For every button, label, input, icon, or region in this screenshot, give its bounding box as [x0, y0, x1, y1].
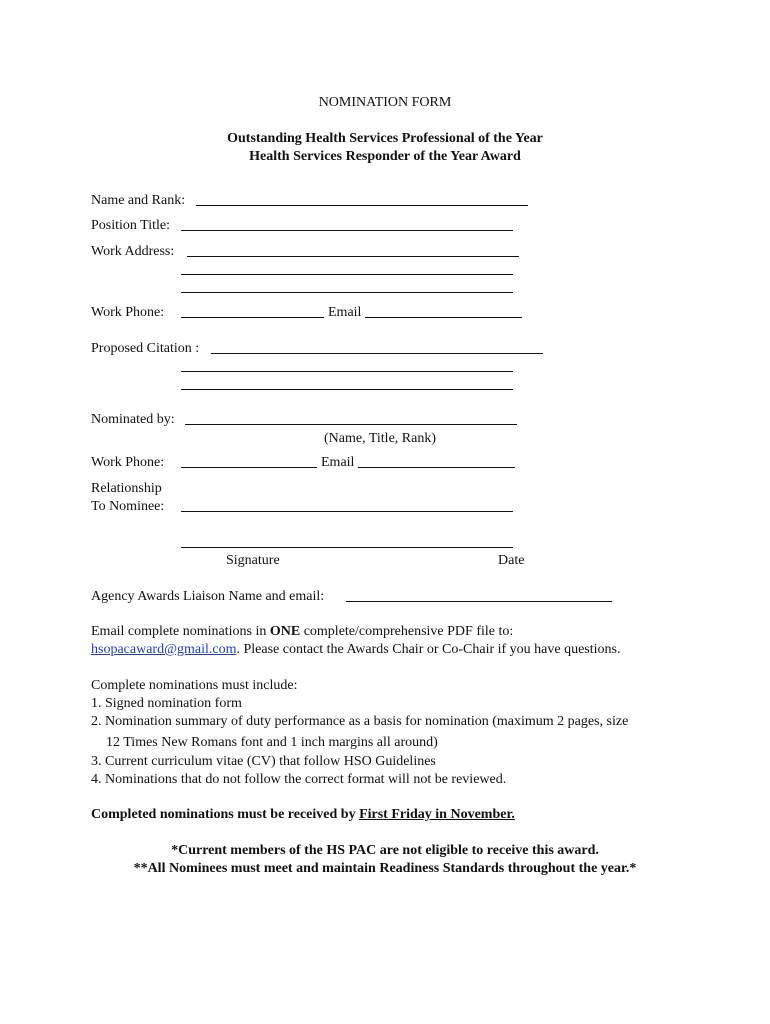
- position-title-label: Position Title:: [91, 218, 170, 233]
- work-address-field-1[interactable]: [187, 256, 519, 257]
- work-address-field-2[interactable]: [181, 274, 513, 275]
- position-title-field[interactable]: [181, 230, 513, 231]
- requirement-item-3: 3. Current curriculum vitae (CV) that follow HSO Guidelines: [91, 754, 436, 769]
- deadline-date: First Friday in November.: [359, 807, 515, 822]
- deadline-prefix: Completed nominations must be received by: [91, 807, 360, 822]
- relationship-label-2: To Nominee:: [91, 499, 165, 514]
- requirement-item-4: 4. Nominations that do not follow the correct format will not be reviewed.: [91, 772, 507, 787]
- submission-text-after: complete/comprehensive PDF file to:: [300, 624, 514, 639]
- nominator-email-label: Email: [321, 455, 355, 470]
- work-address-label: Work Address:: [91, 244, 175, 259]
- name-rank-field[interactable]: [196, 205, 528, 206]
- deadline-statement: [91, 806, 515, 824]
- nominator-email-field[interactable]: [358, 467, 515, 468]
- proposed-citation-field-2[interactable]: [181, 371, 513, 372]
- nominee-email-field[interactable]: [365, 317, 522, 318]
- liaison-label: Agency Awards Liaison Name and email:: [91, 589, 325, 604]
- requirement-item-2-line-1: 2. Nomination summary of duty performance as a basis for nomination (maximum 2 pages, size: [91, 714, 629, 729]
- requirement-item-1: 1. Signed nomination form: [91, 696, 242, 711]
- nominee-work-phone-label: Work Phone:: [91, 305, 165, 320]
- submission-contact-line: [91, 641, 620, 659]
- proposed-citation-field-3[interactable]: [181, 389, 513, 390]
- eligibility-note: *Current members of the HS PAC are not eligible to receive this award.: [171, 843, 599, 858]
- signature-label: Signature: [226, 553, 280, 568]
- submission-text-bold: ONE: [269, 624, 301, 639]
- nominated-by-field[interactable]: [185, 424, 517, 425]
- award-title-2: Health Services Responder of the Year Award: [249, 149, 521, 164]
- signature-date-line[interactable]: [181, 547, 513, 548]
- name-rank-label: Name and Rank:: [91, 193, 186, 208]
- nominee-email-label: Email: [328, 305, 362, 320]
- requirement-item-2-line-2: 12 Times New Romans font and 1 inch margins all around): [106, 735, 438, 750]
- contact-text: . Please contact the Awards Chair or Co-Chair if you have questions.: [236, 642, 621, 657]
- submission-instructions: [91, 623, 513, 641]
- proposed-citation-label: Proposed Citation :: [91, 341, 200, 356]
- nominator-work-phone-field[interactable]: [181, 467, 317, 468]
- requirements-intro: Complete nominations must include:: [91, 678, 298, 693]
- award-email-link[interactable]: hsopacaward@gmail.com: [91, 642, 237, 657]
- form-title: NOMINATION FORM: [318, 95, 452, 110]
- nominated-by-label: Nominated by:: [91, 412, 175, 427]
- nominee-work-phone-field[interactable]: [181, 317, 324, 318]
- liaison-field[interactable]: [346, 601, 612, 602]
- readiness-note: **All Nominees must meet and maintain Readiness Standards throughout the year.*: [133, 861, 637, 876]
- award-title-1: Outstanding Health Services Professional of the Year: [227, 131, 543, 146]
- date-label: Date: [498, 553, 525, 568]
- relationship-field[interactable]: [181, 511, 513, 512]
- proposed-citation-field-1[interactable]: [211, 353, 543, 354]
- nominator-work-phone-label: Work Phone:: [91, 455, 165, 470]
- name-title-rank-hint: (Name, Title, Rank): [324, 431, 436, 446]
- work-address-field-3[interactable]: [181, 292, 513, 293]
- relationship-label-1: Relationship: [91, 481, 162, 496]
- submission-text-before: Email complete nominations in: [91, 624, 270, 639]
